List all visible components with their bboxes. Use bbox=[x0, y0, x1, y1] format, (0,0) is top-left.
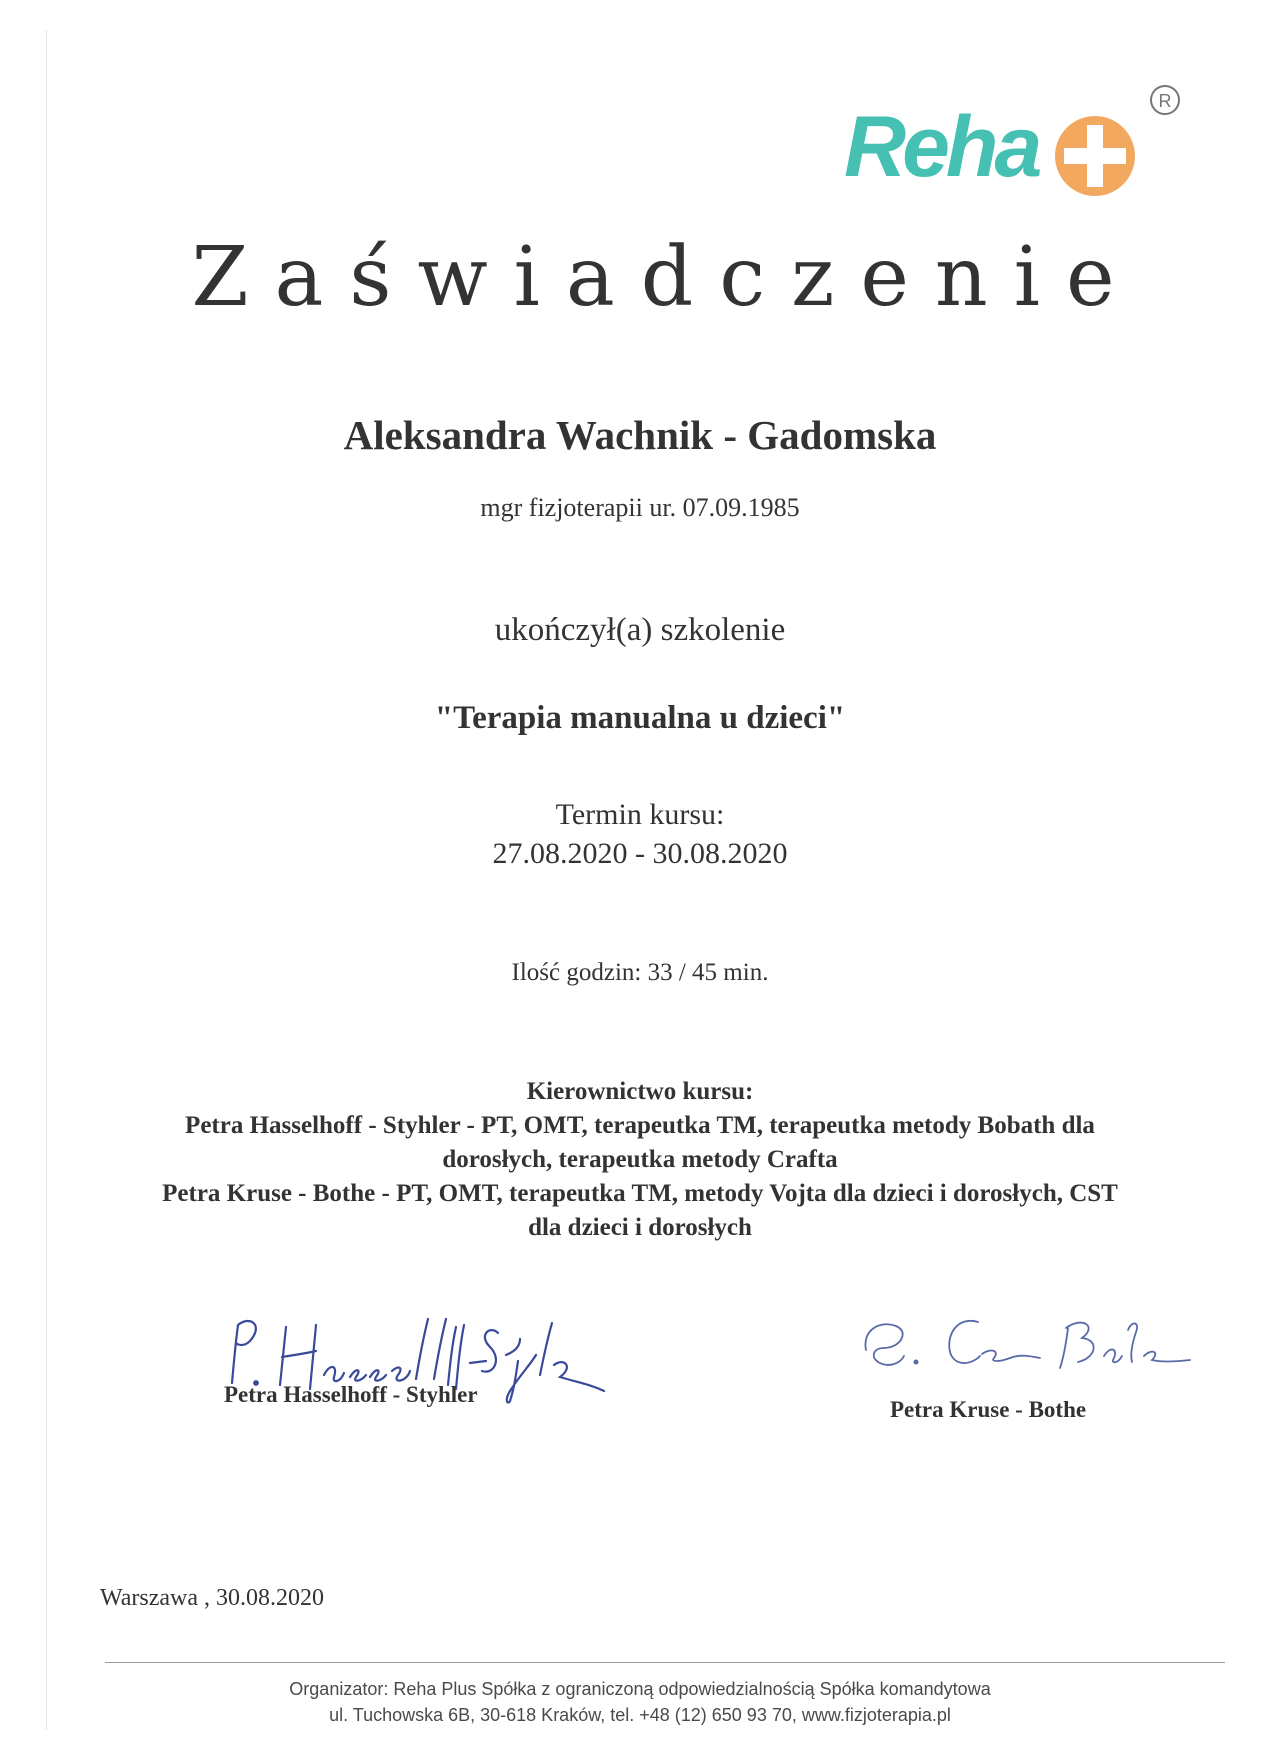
certificate-title: Zaświadczenie bbox=[191, 230, 1141, 325]
course-hours: Ilość godzin: 33 / 45 min. bbox=[511, 959, 769, 986]
completed-text: ukończył(a) szkolenie bbox=[494, 612, 786, 648]
svg-text:Reha: Reha bbox=[844, 99, 1039, 195]
recipient-name: Aleksandra Wachnik - Gadomska bbox=[343, 412, 937, 458]
leadership-line: dla dzieci i dorosłych bbox=[528, 1214, 752, 1241]
leadership-line: Petra Hasselhoff - Styhler - PT, OMT, terapeutka TM, terapeutka metody Bobath dla bbox=[185, 1112, 1095, 1139]
signatory-left-name: Petra Hasselhoff - Styhler bbox=[224, 1382, 478, 1407]
degree-birthdate: mgr fizjoterapii ur. 07.09.1985 bbox=[480, 493, 800, 522]
leadership-line: Petra Kruse - Bothe - PT, OMT, terapeutka TM, metody Vojta dla dzieci i dorosłych, CST bbox=[162, 1180, 1118, 1207]
organizer-footer bbox=[0, 1676, 1280, 1728]
course-title: "Terapia manualna u dzieci" bbox=[434, 700, 846, 736]
term-dates: 27.08.2020 - 30.08.2020 bbox=[492, 837, 788, 870]
leadership-heading: Kierownictwo kursu: bbox=[526, 1078, 754, 1105]
course-leadership bbox=[0, 1075, 1280, 1245]
leadership-line: dorosłych, terapeutka metody Crafta bbox=[442, 1146, 838, 1173]
svg-text:R: R bbox=[1158, 91, 1172, 111]
footer-organizer-line: Organizator: Reha Plus Spółka z ograniczoną odpowiedzialnością Spółka komandytowa bbox=[289, 1679, 991, 1699]
signatory-right-name: Petra Kruse - Bothe bbox=[890, 1397, 1087, 1422]
reha-plus-logo bbox=[840, 78, 1210, 198]
place-and-date: Warszawa , 30.08.2020 bbox=[100, 1585, 325, 1611]
term-label: Termin kursu: bbox=[555, 798, 725, 831]
footer-divider bbox=[105, 1662, 1225, 1663]
footer-address-line: ul. Tuchowska 6B, 30-618 Kraków, tel. +48 (12) 650 93 70, www.fizjoterapia.pl bbox=[329, 1705, 951, 1725]
handwritten-signature-right bbox=[860, 1300, 1200, 1390]
